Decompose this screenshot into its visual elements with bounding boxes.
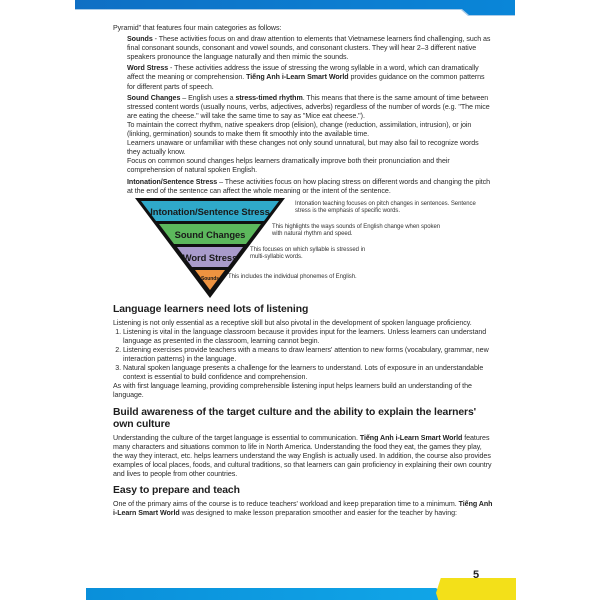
list-item: 3. Natural spoken language presents a challenge for the learners to understand. Lots of exposure in an understandable context is essential to build confidence and comprehension. (123, 364, 493, 382)
section-heading-easy-prepare: Easy to prepare and teach (113, 485, 240, 496)
category-sound-changes: Sound Changes – English uses a stress-timed rhythm. This means that there is the same amount of time between stressed content words (usually nouns, verbs, adjectives, adverbs) regardless of the number of words (e.g. "The mice are eating the cheese." will take the same time to say as "Mice eat cheese."). To maintain the correct rhythm, native speakers drop (elision), change (reduction, assimilation, intrusion), or join (linking, germination) sounds to make them fit smoothly into the available time. Learners unaware or unfamiliar with these changes not only sound unnatural, but may also fail to recognize words they actually know. Focus on common sound changes helps learners dramatically improve both their pronunciation and their comprehension of natural spoken English. (113, 94, 493, 176)
list-item: 1. Listening is vital in the language classroom because it provides input for the learners. Unless learners can understand language as presented in the classroom, learning cannot begin. (123, 328, 493, 346)
top-banner (75, 0, 515, 18)
section-heading-listening: Language learners need lots of listening (113, 303, 309, 315)
paragraph: One of the primary aims of the course is to reduce teachers' workload and keep preparation time to a minimum. Tiếng Anh i-Learn Smart World was designed to make lesson preparation smoother and easier for the teacher by having: (113, 500, 493, 518)
category-word-stress: Word Stress - These activities address the issue of stressing the wrong syllable in a word, which can dramatically affect the meaning or comprehension. Tiếng Anh i-Learn Smart World provides guidance on the common patterns for different parts of speech. (127, 64, 485, 91)
intro-text: Pyramid” that features four main categories as follows: (113, 24, 282, 32)
category-intonation: Intonation/Sentence Stress – These activities focus on how placing stress on different words and changing the pitch at the end of the sentence can affect the whole meaning or the intent of the sentence. (127, 177, 491, 195)
category-sounds: Sounds - These activities focus on and draw attention to elements that Vietnamese learners find challenging, such as final consonant sounds, consonant and vowel sounds, and consonant clusters. They will hear 2–3 different native speakers pronounce the language naturally and then mimic the sounds. (127, 35, 491, 62)
section-heading-culture: Build awareness of the target culture and the ability to explain the learners' own culture (113, 406, 477, 430)
list-item: 2. Listening exercises provide teachers with a means to draw learners' attention to new forms (vocabulary, grammar, new interaction patterns) in the language. (123, 346, 493, 364)
bottom-bar (86, 578, 516, 600)
svg-text:Sound Changes: Sound Changes (174, 228, 246, 240)
pyramid-note-sound-changes: This highlights the ways sounds of English change when spoken with natural rhythm and speed. (272, 223, 441, 238)
listening-list (113, 328, 493, 383)
paragraph: Focus on common sound changes helps learners dramatically improve both their pronunciation and their comprehension of natural spoken English. (127, 157, 450, 175)
brand-name: Tiếng Anh i-Learn Smart World (113, 500, 493, 518)
paragraph: Learners unaware or unfamiliar with these changes not only sound unnatural, but may also fail to recognize words they actually know. (127, 139, 479, 157)
pyramid-note-intonation: Intonation teaching focuses on pitch changes in sentences. Sentence stress is the emphasis of specific words. (295, 200, 476, 215)
page-content (113, 24, 493, 518)
paragraph: Listening is not only essential as a receptive skill but also pivotal in the development of spoken language proficiency. (113, 318, 472, 327)
pyramid-note-word-stress: This focuses on which syllable is stressed in multi-syllabic words. (250, 246, 366, 261)
category-title: Sound Changes (127, 93, 181, 102)
paragraph: Understanding the culture of the target language is essential to communication. Tiếng Anh i-Learn Smart World features many characters and situations common to life in North America. Understanding the food they eat, the games they play, the way they interact, etc. helps learners understand the way English is actually used. In addition, the course also provides examples of local places, foods, and cultural traditions, so that learners can gain proficiency in explaining their own country and lives to people from other countries. (113, 433, 492, 478)
page-number-tab (436, 578, 516, 600)
paragraph: As with first language learning, providing comprehensible listening input helps learners build an understanding of the language. (113, 382, 472, 400)
svg-text:Word Stress: Word Stress (182, 251, 238, 263)
brand-name: Tiếng Anh i-Learn Smart World (246, 73, 349, 82)
page-number: 5 (472, 569, 480, 581)
paragraph: To maintain the correct rhythm, native speakers drop (elision), change (reduction, assimilation, intrusion), or join (linking, germination) sounds to make them fit smoothly into the available time. (127, 120, 472, 139)
pronunciation-pyramid (105, 198, 485, 298)
svg-text:Sounds: Sounds (200, 275, 220, 282)
pyramid-note-sounds: This includes the individual phonemes of English. (228, 273, 357, 280)
category-title: Intonation/Sentence Stress (127, 177, 218, 186)
category-title: Word Stress (127, 64, 169, 73)
svg-text:Intonation/Sentence Stress: Intonation/Sentence Stress (150, 205, 270, 217)
bold-term: stress-timed rhythm (235, 93, 303, 102)
category-title: Sounds (127, 35, 153, 44)
brand-name: Tiếng Anh i-Learn Smart World (359, 433, 463, 442)
